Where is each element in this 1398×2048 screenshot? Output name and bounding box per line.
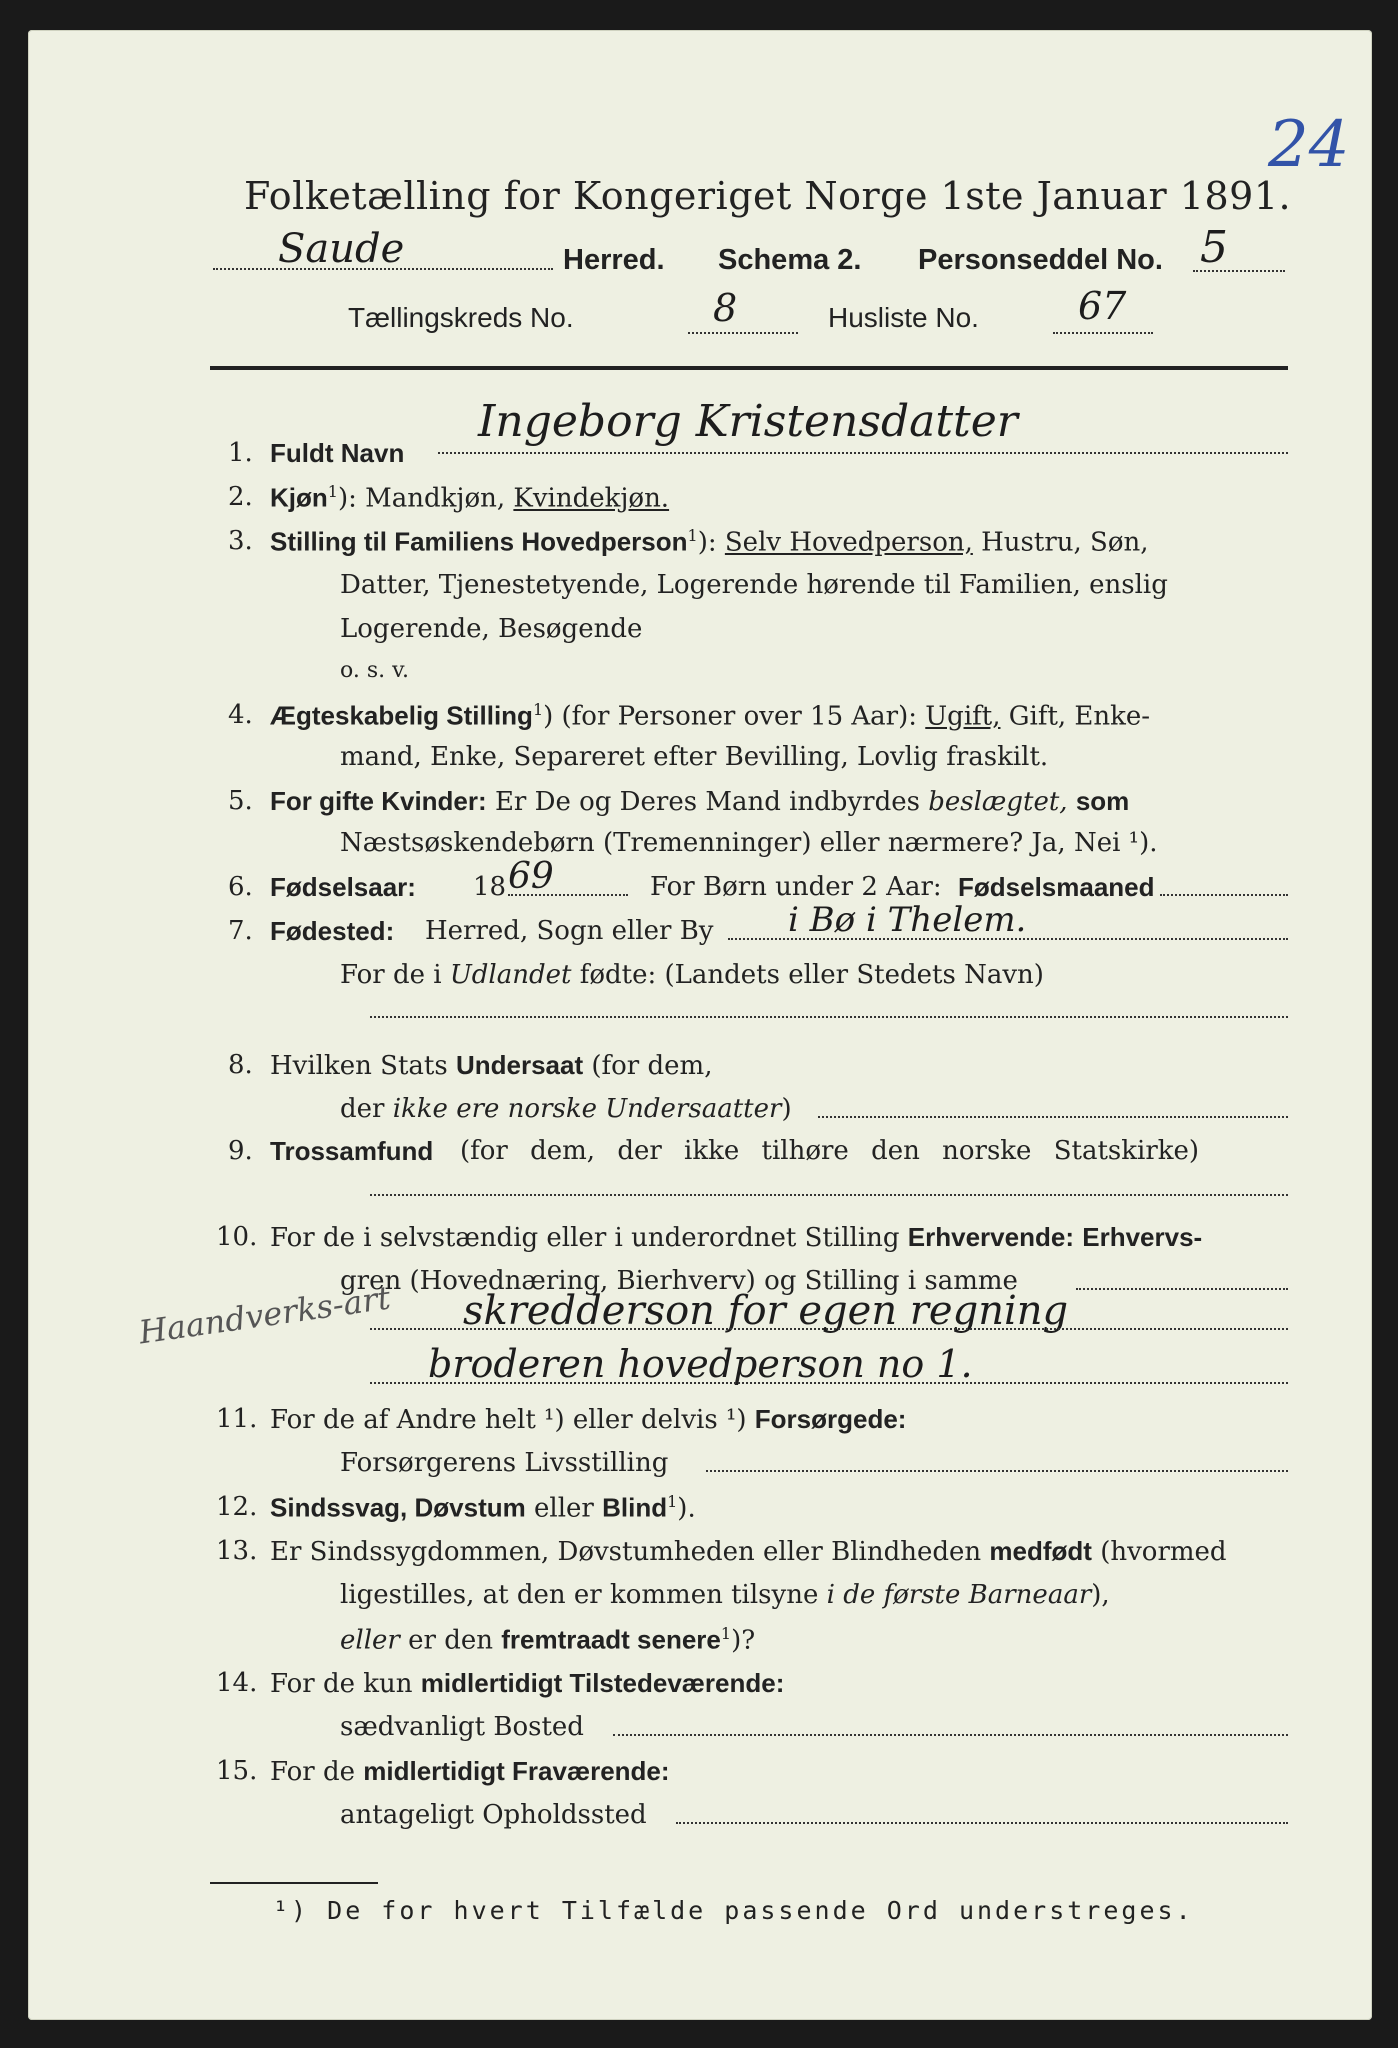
q10-line2: gren (Hovednæring, Bierhverv) og Stilling i samme	[340, 1266, 1018, 1296]
husliste-value: 67	[1078, 284, 1127, 328]
q9-text: (for dem, der ikke tilhøre den norske Statskirke)	[460, 1136, 1200, 1166]
q3-label: Stilling til Familiens Hovedperson	[270, 526, 688, 557]
q3-line1: Stilling til Familiens Hovedperson$^1$): Selv Hovedperson, Hustru, Søn,	[270, 526, 1149, 558]
q15-line2: antageligt Opholdssted	[340, 1800, 647, 1830]
schema-label: Schema 2.	[718, 244, 862, 276]
q12-number: 12.	[216, 1492, 258, 1522]
q4-line2: mand, Enke, Separeret efter Bevilling, Lovlig fraskilt.	[340, 742, 1049, 772]
q6-number: 6.	[228, 872, 253, 902]
q9-number: 9.	[228, 1136, 253, 1166]
q3-number: 3.	[228, 526, 253, 556]
q13-line1: Er Sindssygdommen, Døvstumheden eller Blindheden medfødt (hvormed	[270, 1536, 1227, 1567]
q1-label: Fuldt Navn	[270, 438, 405, 468]
herred-value: Saude	[278, 226, 405, 272]
q12-line: Sindssvag, Døvstum eller Blind$^1$).	[270, 1492, 696, 1524]
q4-label: Ægteskabelig Stilling	[270, 700, 533, 731]
q6-label: Fødselsaar:	[270, 872, 416, 902]
q13-number: 13.	[216, 1536, 258, 1566]
husliste-label: Husliste No.	[828, 302, 979, 333]
q10-value-line1: skredderson for egen regning	[463, 1288, 1069, 1334]
q7-value: i Bø i Thelem.	[788, 900, 1027, 940]
q6-text: For Børn under 2 Aar:	[650, 872, 942, 902]
q4-option-selected: Ugift,	[925, 701, 1001, 732]
q8-line1: Hvilken Stats Undersaat (for dem,	[270, 1050, 713, 1081]
form-title: Folketælling for Kongeriget Norge 1ste Januar 1891.	[244, 174, 1292, 218]
q15-number: 15.	[216, 1756, 258, 1786]
q7-line2: For de i Udlandet fødte: (Landets eller Stedets Navn)	[340, 960, 1044, 990]
personseddel-label: Personseddel No.	[918, 244, 1163, 276]
q5-line1: For gifte Kvinder: Er De og Deres Mand indbyrdes beslægtet, som	[270, 786, 1130, 817]
q11-number: 11.	[216, 1404, 258, 1434]
q1-number: 1.	[228, 438, 253, 468]
q3-line2: Datter, Tjenestetyende, Logerende hørende til Familien, enslig	[340, 570, 1168, 600]
q11-line1: For de af Andre helt ¹) eller delvis ¹) Forsørgede:	[270, 1404, 907, 1435]
q7-number: 7.	[228, 916, 253, 946]
kreds-label: Tællingskreds No.	[348, 302, 574, 333]
q3-line3: Logerende, Besøgende	[340, 614, 643, 644]
q4-number: 4.	[228, 700, 253, 730]
q6-prefix: 18	[473, 872, 507, 902]
q2-label: Kjøn	[270, 482, 328, 513]
q15-line1: For de midlertidigt Fraværende:	[270, 1756, 670, 1787]
census-form-page	[28, 30, 1372, 2020]
q11-line2: Forsørgerens Livsstilling	[340, 1448, 669, 1478]
personseddel-value: 5	[1200, 222, 1228, 273]
q10-number: 10.	[216, 1222, 258, 1252]
q10-value-line2: broderen hovedperson no 1.	[428, 1342, 973, 1386]
kreds-value: 8	[713, 286, 738, 330]
footnote: ¹) De for hvert Tilfælde passende Ord understreges.	[273, 1896, 1194, 1925]
q1-value: Ingeborg Kristensdatter	[478, 396, 1018, 447]
q2-option-kvindekjon: Kvindekjøn.	[513, 483, 670, 514]
q3-line4: o. s. v.	[340, 658, 409, 683]
q13-line2: ligestilles, at den er kommen tilsyne i de første Barneaar),	[340, 1580, 1110, 1610]
q6-value: 69	[508, 856, 554, 897]
q5-label: For gifte Kvinder:	[270, 786, 487, 816]
q5-number: 5.	[228, 786, 253, 816]
q14-line1: For de kun midlertidigt Tilstedeværende:	[270, 1668, 785, 1699]
q2-line: Kjøn$^1$): Mandkjøn, Kvindekjøn.	[270, 482, 670, 514]
q9-label: Trossamfund	[270, 1136, 434, 1166]
q14-number: 14.	[216, 1668, 258, 1698]
q4-line1: Ægteskabelig Stilling$^1$) (for Personer over 15 Aar): Ugift, Gift, Enke-	[270, 700, 1151, 732]
q14-line2: sædvanligt Bosted	[340, 1712, 584, 1742]
q2-number: 2.	[228, 482, 253, 512]
page-number: 24	[1268, 108, 1350, 182]
q8-number: 8.	[228, 1050, 253, 1080]
q10-line1: For de i selvstændig eller i underordnet Stilling Erhvervende: Erhvervs-	[270, 1222, 1203, 1253]
q6-label2: Fødselsmaaned	[958, 872, 1155, 902]
header-rule	[210, 366, 1288, 370]
q8-line2: der ikke ere norske Undersaatter)	[340, 1094, 792, 1124]
q7-label: Fødested:	[270, 916, 395, 946]
q5-line2: Næstsøskendebørn (Tremenninger) eller nærmere? Ja, Nei ¹).	[340, 828, 1158, 858]
q13-line3: eller er den fremtraadt senere$^1$)?	[340, 1624, 756, 1656]
footnote-rule	[210, 1882, 378, 1884]
q3-option-selected: Selv Hovedperson,	[724, 527, 973, 558]
herred-label: Herred.	[563, 244, 665, 276]
q7-text: Herred, Sogn eller By	[425, 916, 714, 946]
q10-margin-note: Haandverks-art	[136, 1278, 393, 1352]
